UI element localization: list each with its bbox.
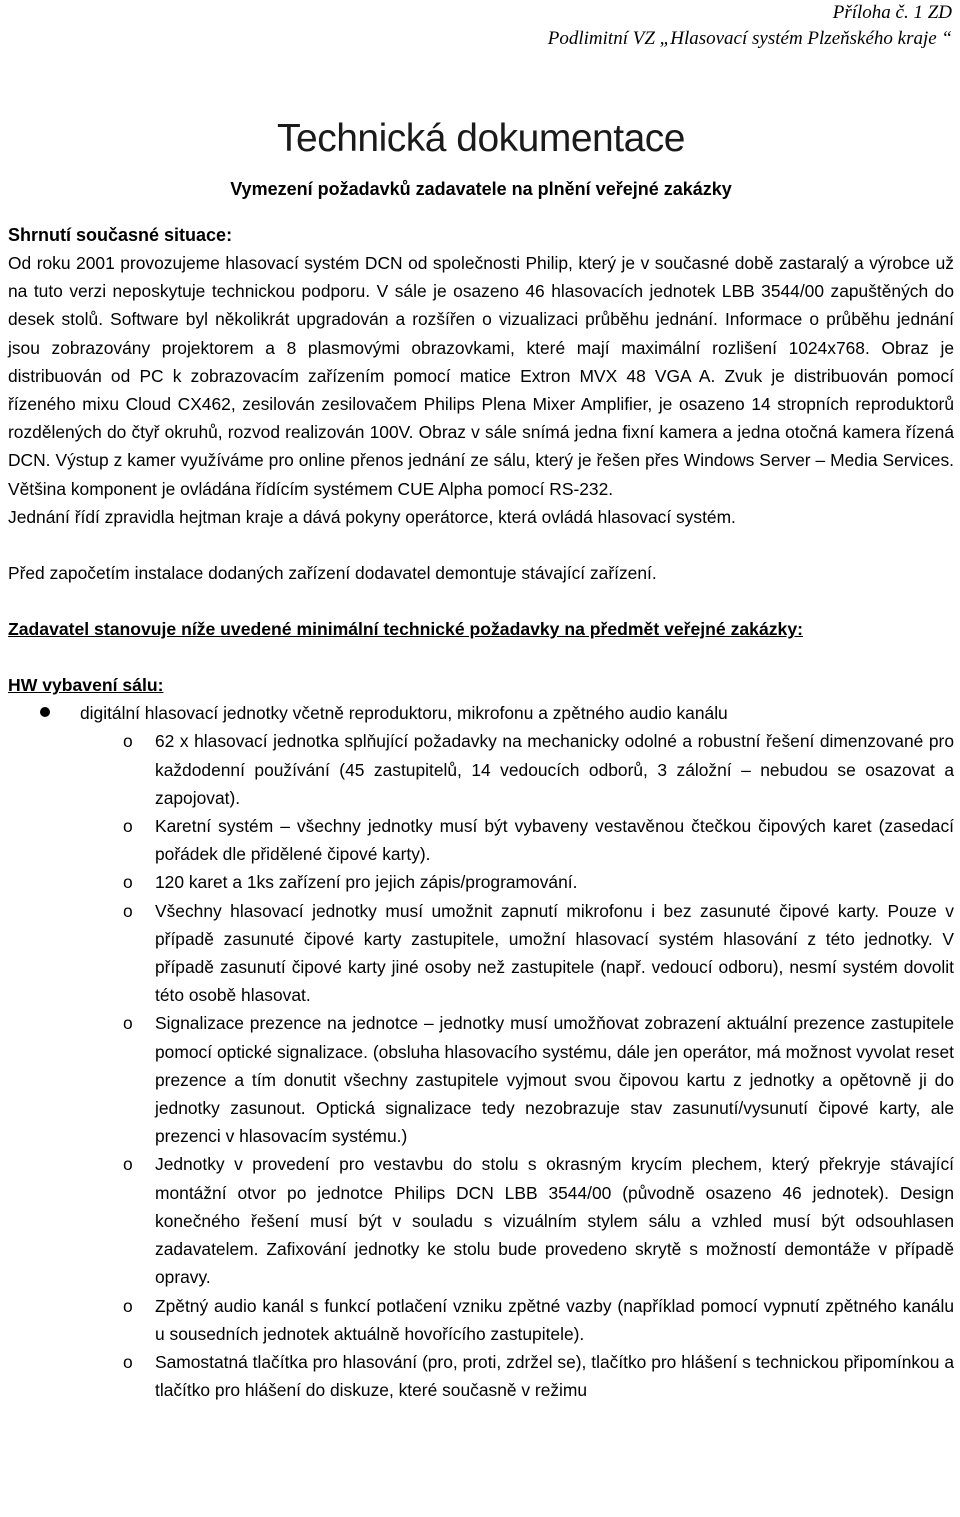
page-title: Technická dokumentace [277, 117, 685, 160]
circle-bullet-icon: o [123, 872, 133, 893]
list-item: o Karetní systém – všechny jednotky musí být vybaveny vestavěnou čtečkou čipových karet (zasedací pořádek dle přidělené čipové karty). [8, 812, 954, 868]
circle-bullet-icon: o [123, 900, 133, 921]
list-item: o Všechny hlasovací jednotky musí umožnit zapnutí mikrofonu i bez zasunuté čipové karty. Pouze v případě zasunuté čipové karty zastupitele, umožní hlasovací systém hlasování z této jednotky. V případě zasunutí čipové karty jiné osoby než zastupitele (např. vedoucí odboru), nesmí systém dovolit této osobě hlasovat. [8, 897, 954, 1010]
page-header [8, 0, 954, 52]
bullet-icon [40, 707, 50, 717]
bullet-text: digitální hlasovací jednotky včetně reproduktoru, mikrofonu a zpětného audio kanálu [80, 703, 728, 724]
list-item: o Jednotky v provedení pro vestavbu do stolu s okrasným krycím plechem, který překryje stávající montážní otvor po jednotce Philips DCN LBB 3544/00 (původně osazeno 46 jednotek). Design konečného řešení musí být v souladu s vizuálním stylem sálu a vzhled musí být odsouhlasen zadavatelem. Zafixování jednotky ke stolu bude provedeno skrytě s možností demontáže v případě opravy. [8, 1150, 954, 1291]
circle-bullet-icon: o [123, 1154, 133, 1175]
list-item: o 120 karet a 1ks zařízení pro jejich zápis/programování. [8, 868, 954, 896]
hw-heading: HW vybavení sálu: [8, 675, 164, 696]
hw-list [8, 699, 954, 1404]
list-item: o Samostatná tlačítka pro hlasování (pro, proti, zdržel se), tlačítko pro hlášení s technickou připomínkou a tlačítko pro hlášení do diskuze, které současně v režimu [8, 1348, 954, 1404]
requirements-heading: Zadavatel stanovuje níže uvedené minimální technické požadavky na předmět veřejné zakázky: [8, 619, 803, 640]
list-item: o Zpětný audio kanál s funkcí potlačení vzniku zpětné vazby (například pomocí vypnutí zpětného kanálu u sousedních jednotek aktuálně hovořícího zastupitele). [8, 1292, 954, 1348]
circle-bullet-icon: o [123, 1013, 133, 1034]
summary-paragraph: Od roku 2001 provozujeme hlasovací systém DCN od společnosti Philip, který je v současné době zastaralý a výrobce už na tuto verzi neposkytuje technickou podporu. V sále je osazeno 46 hlasovacích jednotek LBB 3544/00 zapuštěných do desek stolů. Software byl několikrát upgradován a rozšířen o vizualizaci průběhu jednání. Informace o průběhu jednání jsou zobrazovány projektorem a 8 plasmovými obrazovkami, které mají maximální rozlišení 1024x768. Obraz je distribuován od PC k zobrazovacím zařízením pomocí matice Extron MVX 48 VGA A. Zvuk je distribuován pomocí řízeného mixu Cloud CX462, zesilován zesilovačem Philips Plena Mixer Amplifier, je osazeno 14 stropních reproduktorů rozdělených do čtyř okruhů, rozvod realizován 100V. Obraz v sále snímá jedna fixní kamera a jedna otočná kamera řízená DCN. Výstup z kamer využíváme pro online přenos jednání ze sálu, který je řešen přes Windows Server – Media Services. Většina komponent je ovládána řídícím systémem CUE Alpha pomocí RS-232. [8, 253, 954, 499]
summary-paragraph-3: Před započetím instalace dodaných zařízení dodavatel demontuje stávající zařízení. [8, 563, 657, 584]
sub-list [8, 727, 954, 1404]
circle-bullet-icon: o [123, 1295, 133, 1316]
list-item [8, 699, 954, 1404]
summary-paragraph-2: Jednání řídí zpravidla hejtman kraje a dává pokyny operátorce, která ovládá hlasovací systém. [8, 506, 736, 527]
summary-heading: Shrnutí současné situace: [8, 225, 233, 245]
attachment-label: Příloha č. 1 ZD [832, 2, 952, 23]
list-item: o 62 x hlasovací jednotka splňující požadavky na mechanicky odolné a robustní řešení dimenzované pro každodenní používání (45 zastupitelů, 14 vedoucích odborů, 3 záložní – nebudou se osazovat a zapojovat). [8, 727, 954, 812]
tender-name: Podlimitní VZ „Hlasovací systém Plzeňského kraje “ [547, 28, 952, 49]
circle-bullet-icon: o [123, 816, 133, 837]
circle-bullet-icon: o [123, 731, 133, 752]
circle-bullet-icon: o [123, 1351, 133, 1372]
page-subtitle: Vymezení požadavků zadavatele na plnění veřejné zakázky [230, 179, 732, 199]
list-item: o Signalizace prezence na jednotce – jednotky musí umožňovat zobrazení aktuální prezence zastupitele pomocí optické signalizace. (obsluha hlasovacího systému, dále jen operátor, má možnost vyvolat reset prezence a tím donutit všechny zastupitele vyjmout svou čipovou kartu z jednotky a opětovně ji do jednotky zasunout. Optická signalizace tedy nezobrazuje stav zasunutí/vysunutí čipové karty, ale prezenci v hlasovacím systému.) [8, 1009, 954, 1150]
